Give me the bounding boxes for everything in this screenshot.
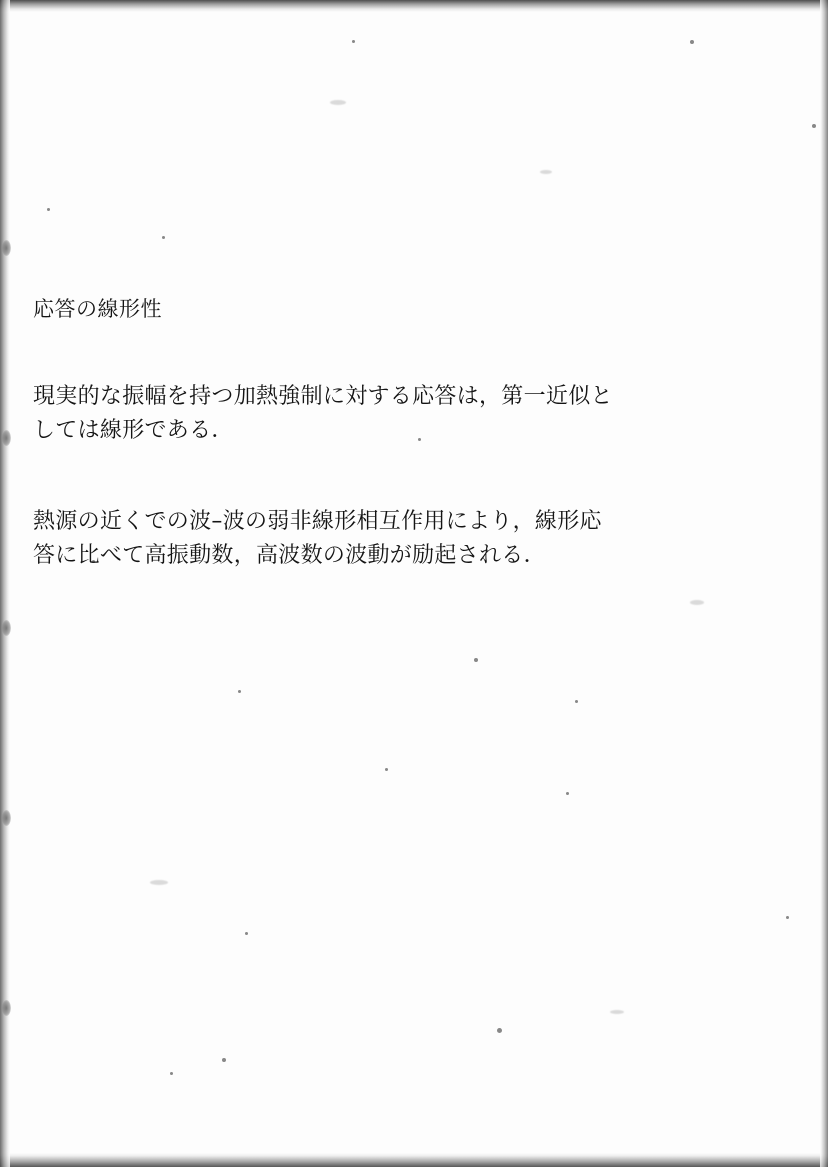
paragraph-linear-response	[33, 380, 763, 448]
section-heading: 応答の線形性	[33, 297, 162, 321]
paragraph-line: 答に比べて高振動数，高波数の波動が励起される．	[33, 543, 546, 568]
paragraph-line: しては線形である．	[33, 418, 234, 443]
paragraph-nonlinear-interaction	[33, 505, 763, 573]
paragraph-line: 熱源の近くでの波–波の弱非線形相互作用により，線形応	[33, 509, 602, 534]
paragraph-line: 現実的な振幅を持つ加熱強制に対する応答は，第一近似と	[33, 384, 613, 409]
